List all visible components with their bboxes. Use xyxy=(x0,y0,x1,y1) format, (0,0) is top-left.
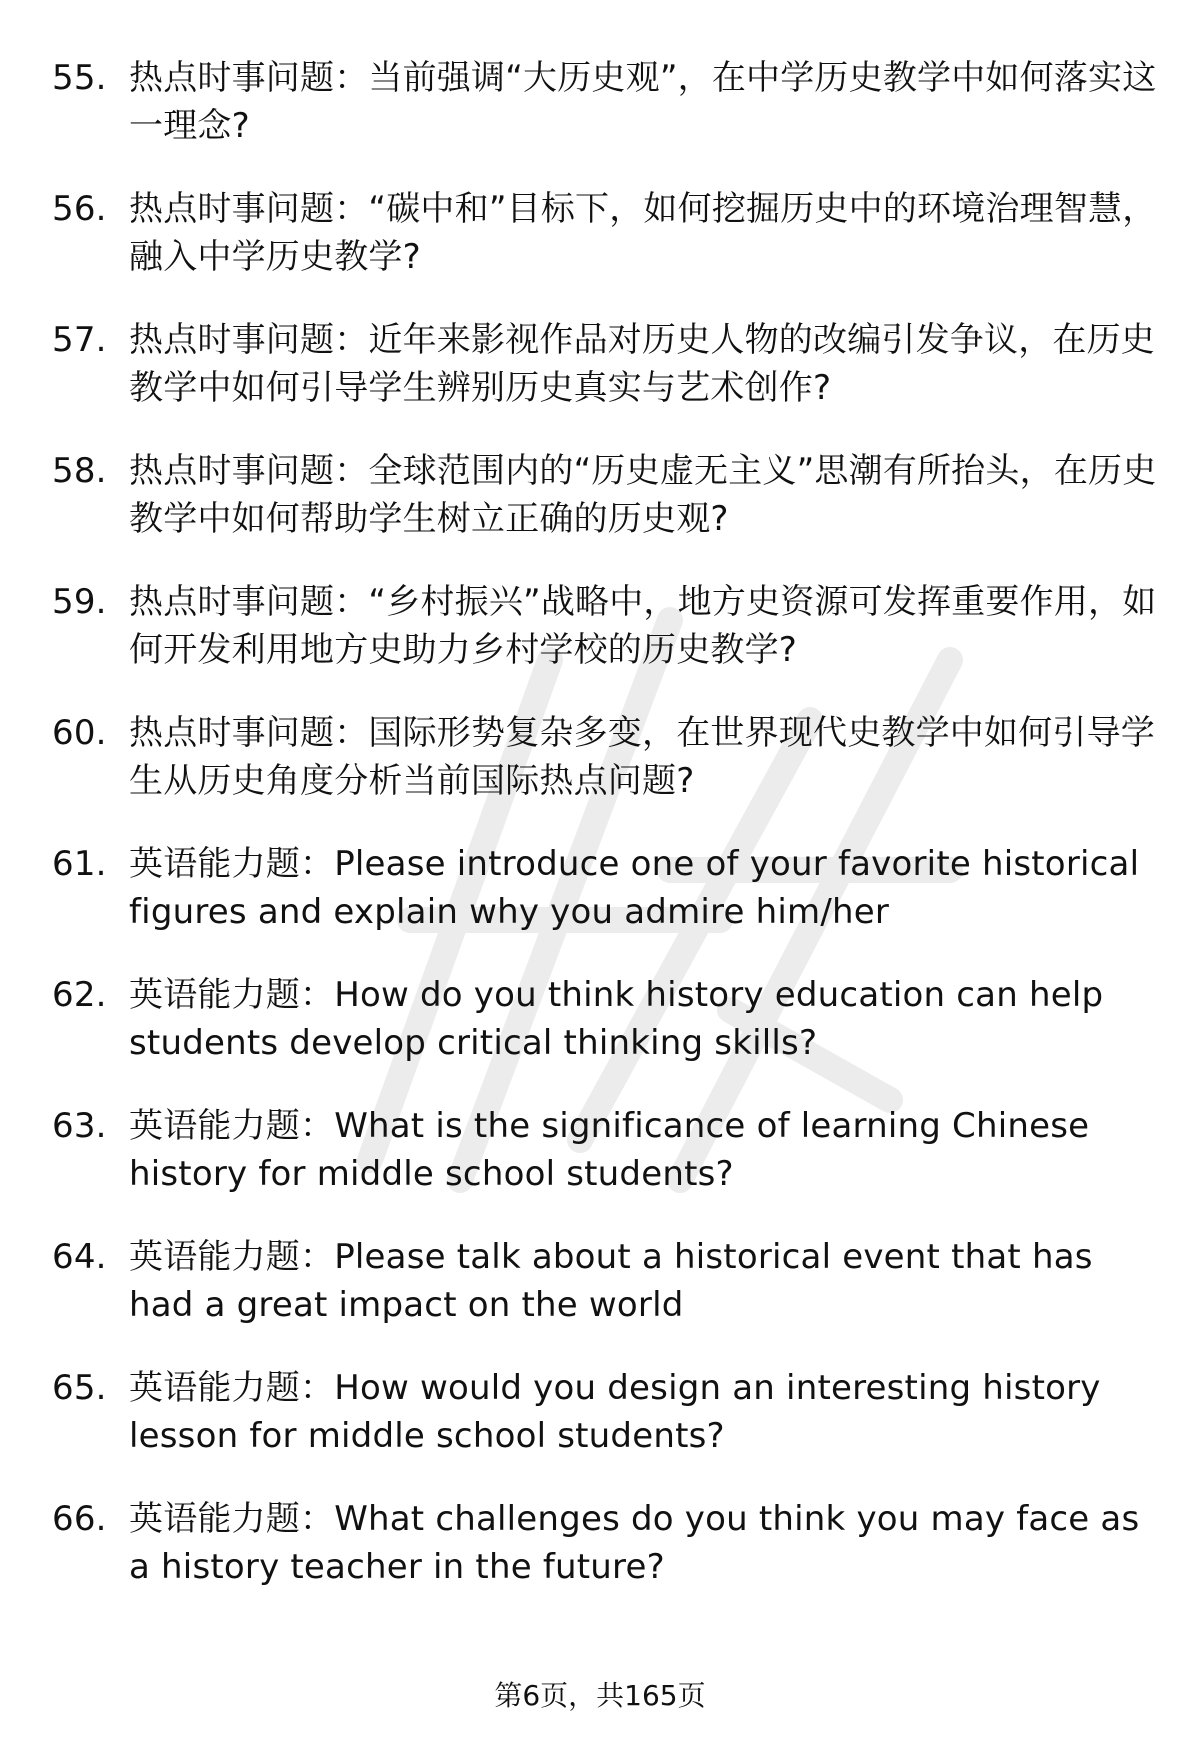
question-text: 英语能力题：What challenges do you think you may face as a history teacher in the future? xyxy=(129,1499,1140,1587)
question-item xyxy=(52,1364,1157,1460)
question-number: 55. xyxy=(52,58,107,98)
question-item xyxy=(52,54,1157,150)
question-number: 66. xyxy=(52,1499,107,1539)
question-text: 英语能力题：How would you design an interesting history lesson for middle school students? xyxy=(129,1368,1101,1456)
question-item xyxy=(52,709,1157,805)
question-list xyxy=(52,54,1157,1626)
question-item xyxy=(52,1495,1157,1591)
question-text: 热点时事问题：“碳中和”目标下，如何挖掘历史中的环境治理智慧，融入中学历史教学? xyxy=(129,189,1157,277)
question-text: 英语能力题：How do you think history education can help students develop critical thinking skills? xyxy=(129,975,1104,1063)
question-text: 热点时事问题：“乡村振兴”战略中，地方史资源可发挥重要作用，如何开发利用地方史助力乡村学校的历史教学? xyxy=(129,582,1157,670)
question-text: 英语能力题：Please talk about a historical event that has had a great impact on the world xyxy=(129,1237,1093,1325)
question-item xyxy=(52,840,1157,936)
question-item xyxy=(52,447,1157,543)
question-number: 56. xyxy=(52,189,107,229)
question-number: 61. xyxy=(52,844,107,884)
question-item xyxy=(52,578,1157,674)
question-number: 57. xyxy=(52,320,107,360)
question-item xyxy=(52,971,1157,1067)
question-text: 热点时事问题：近年来影视作品对历史人物的改编引发争议，在历史教学中如何引导学生辨别历史真实与艺术创作? xyxy=(129,320,1155,408)
question-number: 58. xyxy=(52,451,107,491)
question-number: 59. xyxy=(52,582,107,622)
question-item xyxy=(52,185,1157,281)
question-text: 热点时事问题：当前强调“大历史观”，在中学历史教学中如何落实这一理念? xyxy=(129,58,1157,146)
question-text: 热点时事问题：全球范围内的“历史虚无主义”思潮有所抬头，在历史教学中如何帮助学生树立正确的历史观? xyxy=(129,451,1157,539)
question-item xyxy=(52,316,1157,412)
question-number: 65. xyxy=(52,1368,107,1408)
question-text: 英语能力题：Please introduce one of your favorite historical figures and explain why you admire him/her xyxy=(129,844,1140,932)
question-item xyxy=(52,1102,1157,1198)
question-text: 热点时事问题：国际形势复杂多变，在世界现代史教学中如何引导学生从历史角度分析当前国际热点问题? xyxy=(129,713,1155,801)
question-item xyxy=(52,1233,1157,1329)
question-number: 64. xyxy=(52,1237,107,1277)
question-text: 英语能力题：What is the significance of learning Chinese history for middle school students? xyxy=(129,1106,1090,1194)
question-number: 60. xyxy=(52,713,107,753)
page-footer: 第6页，共165页 xyxy=(494,1679,706,1712)
question-number: 62. xyxy=(52,975,107,1015)
question-number: 63. xyxy=(52,1106,107,1146)
